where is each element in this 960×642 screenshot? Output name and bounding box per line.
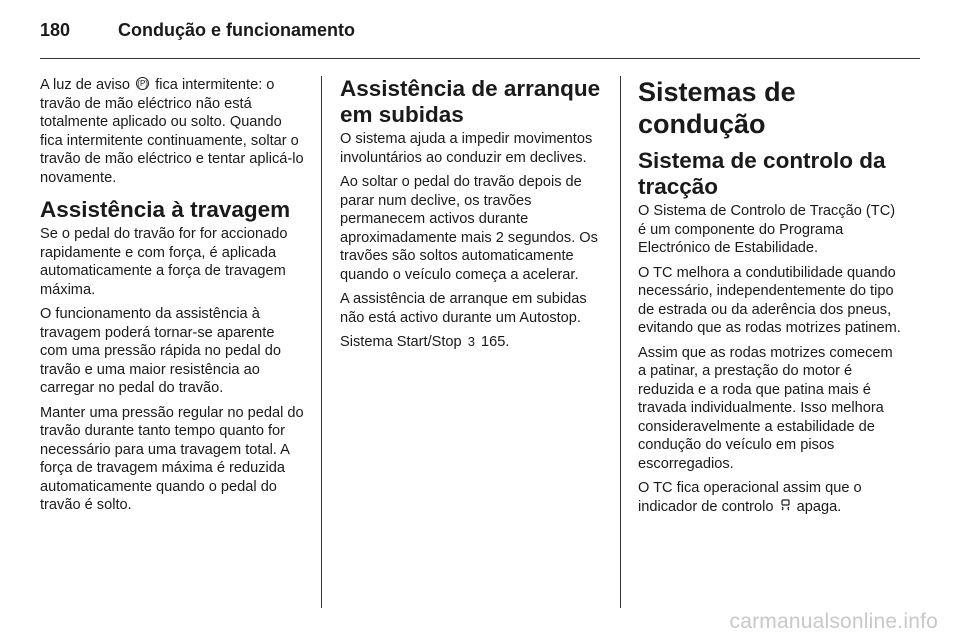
column-divider-1 (321, 76, 322, 608)
page-header (40, 20, 355, 46)
parking-brake-warning-icon: (P) (137, 79, 148, 89)
hill-start-assist-title: Assistência de arranque em subidas (340, 76, 601, 127)
brake-assist-paragraph-2: O funcionamento da assistência à travagem poderá tornar-se aparente com uma pressão rápida no pedal do travão e uma maior resistência ao carregar no pedal do travão. (40, 306, 281, 396)
header-divider (40, 58, 920, 59)
traction-paragraph-2: O TC melhora a condutibilidade quando necessário, independentemente do tipo de estrada ou da aderência dos pneus, evitando que as rodas motrizes patinem. (638, 264, 901, 336)
section-title: Condução e funcionamento (118, 20, 356, 40)
traction-paragraph-1: O Sistema de Controlo de Tracção (TC) é um componente do Programa Electrónico de Estabilidade. (638, 203, 896, 256)
brake-assist-paragraph-1: Se o pedal do travão for for accionado rapidamente e com força, é aplicada automaticamente a força de travagem máxima. (40, 226, 288, 298)
brake-assist-title: Assistência à travagem (40, 197, 291, 222)
warning-light-paragraph: A luz de aviso (P) fica intermitente: o travão de mão eléctrico não está totalmente aplicado ou solto. Quando fica intermitente continuamente, soltar o travão de mão eléctrico e tentar aplicá-lo novamente. (40, 77, 304, 186)
hill-start-paragraph-3: A assistência de arranque em subidas não está activo durante um Autostop. (340, 291, 587, 326)
start-stop-reference[interactable]: Sistema Start/Stop 3 165. (340, 334, 510, 350)
traction-control-title: Sistema de controlo da tracção (638, 148, 886, 199)
hill-start-paragraph-1: O sistema ajuda a impedir movimentos involuntários ao conduzir em declives. (340, 131, 593, 166)
column-1 (40, 76, 304, 521)
traction-control-icon (780, 498, 791, 517)
column-divider-2 (620, 76, 621, 608)
brake-assist-paragraph-3: Manter uma pressão regular no pedal do travão durante tanto tempo quanto for necessário para uma travagem total. A força de travagem máxima é reduzida automaticamente quando o pedal do travão é solto. (40, 404, 304, 513)
page-reference-arrow-icon: 3 (467, 334, 475, 349)
chapter-title: Sistemas de condução (638, 77, 796, 139)
column-2 (340, 76, 604, 358)
traction-paragraph-4: O TC fica operacional assim que o indicador de controlo apaga. (638, 480, 862, 515)
column-3 (638, 76, 904, 522)
hill-start-paragraph-2: Ao soltar o pedal do travão depois de parar num declive, os travões permanecem activos durante aproximadamente mais 2 segundos. Os travões são soltos automaticamente quando o veículo começa a acelerar. (340, 174, 598, 283)
traction-paragraph-3: Assim que as rodas motrizes comecem a patinar, a prestação do motor é reduzida e a roda que patina mais é travada individualmente. Isso melhora consideravelmente a estabilidade de condução do veículo em pisos escorregadios. (638, 344, 893, 472)
watermark: carmanualsonline.info (729, 610, 938, 633)
page-number: 180 (40, 20, 71, 40)
